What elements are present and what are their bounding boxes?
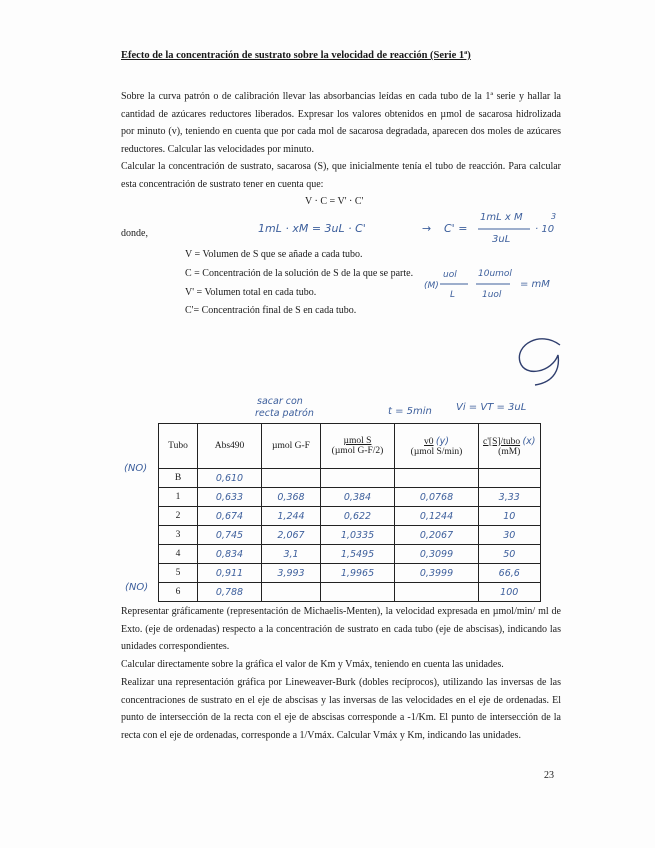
cell-tube: 4 <box>159 545 198 564</box>
cell-s: 10 <box>479 507 541 526</box>
definition-c: C = Concentración de la solución de S de la que se parte. <box>185 268 414 279</box>
hand-units-f2-den: 1uol <box>482 290 502 300</box>
cell-abs: 0,610 <box>198 469 262 488</box>
hand-units-f2-num: 10umol <box>478 269 512 279</box>
cell-abs: 0,633 <box>198 488 262 507</box>
header-gf: µmol G-F <box>262 424 321 469</box>
cell-s: 100 <box>479 583 541 602</box>
cell-gf <box>262 583 321 602</box>
header-v-bottom: (µmol S/min) <box>410 446 463 457</box>
results-table <box>158 423 541 602</box>
hand-mark-no-bottom: (NO) <box>125 582 149 593</box>
scribble-mark <box>519 339 560 385</box>
hand-units-f1-num: uol <box>443 270 457 280</box>
header-gf2 <box>321 424 395 469</box>
cell-v: 0,3099 <box>395 545 479 564</box>
table-row <box>159 507 541 526</box>
cell-s <box>479 469 541 488</box>
hand-formula-arrow: → <box>422 222 432 235</box>
paragraph-michaelis-menten: Representar gráficamente (representación de Michaelis-Menten), la velocidad expresada en µmol/min/ ml de Exto. (eje de ordenadas) respecto a la concentración de sustrato en cada tubo (eje de abscisas), indicando las unidades correspondientes. <box>121 606 561 652</box>
header-gf2-top: µmol S <box>343 436 372 446</box>
cell-tube: 1 <box>159 488 198 507</box>
cell-tube: 2 <box>159 507 198 526</box>
cell-s: 3,33 <box>479 488 541 507</box>
cell-gf2: 1,0335 <box>321 526 395 545</box>
hand-formula-c: C' = <box>444 222 468 235</box>
cell-gf <box>262 469 321 488</box>
hand-note-volume: Vi = VT = 3uL <box>456 402 527 413</box>
cell-v: 0,0768 <box>395 488 479 507</box>
hand-note-patron-1: sacar con <box>257 396 303 407</box>
cell-gf2 <box>321 583 395 602</box>
cell-v: 0,1244 <box>395 507 479 526</box>
header-v-top: v0 <box>424 436 434 447</box>
cell-tube: 5 <box>159 564 198 583</box>
table-row <box>159 488 541 507</box>
cell-gf2 <box>321 469 395 488</box>
formula: V · C = V' · C' <box>305 196 364 207</box>
cell-gf2: 1,9965 <box>321 564 395 583</box>
section-title: Efecto de la concentración de sustrato sobre la velocidad de reacción (Serie 1ª) <box>121 50 471 61</box>
hand-formula-left: 1mL · xM = 3uL · C' <box>258 222 366 235</box>
cell-abs: 0,788 <box>198 583 262 602</box>
paragraph-km-vmax: Calcular directamente sobre la gráfica el valor de Km y Vmáx, teniendo en cuenta las unidades. <box>121 659 504 670</box>
cell-v: 0,2067 <box>395 526 479 545</box>
table-row <box>159 526 541 545</box>
header-s <box>479 424 541 469</box>
hand-formula-numerator: 1mL x M <box>480 212 523 223</box>
hand-mark-y: (y) <box>435 435 449 447</box>
header-abs-label: Abs490 <box>214 441 245 451</box>
donde-label: donde, <box>121 228 148 239</box>
cell-v <box>395 469 479 488</box>
cell-s: 50 <box>479 545 541 564</box>
table-row <box>159 564 541 583</box>
cell-gf: 0,368 <box>262 488 321 507</box>
cell-gf2: 1,5495 <box>321 545 395 564</box>
header-tube: Tubo <box>159 424 198 469</box>
hand-note-patron-2: recta patrón <box>255 408 314 419</box>
cell-s: 66,6 <box>479 564 541 583</box>
paragraph-substrate: Calcular la concentración de sustrato, sacarosa (S), que inicialmente tenía el tubo de reacción. Para calcular esta concentración de sustrato tener en cuenta que: <box>121 161 561 190</box>
cell-gf: 3,1 <box>262 545 321 564</box>
definition-v-prime: V' = Volumen total en cada tubo. <box>185 287 317 298</box>
header-s-top-wrap <box>483 436 536 447</box>
cell-gf: 2,067 <box>262 526 321 545</box>
table-header-row <box>159 424 541 469</box>
cell-abs: 0,745 <box>198 526 262 545</box>
cell-abs: 0,911 <box>198 564 262 583</box>
cell-v: 0,3999 <box>395 564 479 583</box>
cell-v <box>395 583 479 602</box>
page-number: 23 <box>544 770 554 781</box>
definition-c-prime: C'= Concentración final de S en cada tubo. <box>185 305 357 316</box>
hand-units-prefix: (M) <box>424 281 439 291</box>
hand-mark-x: (x) <box>522 435 536 447</box>
header-s-bottom: (mM) <box>498 446 521 457</box>
hand-mark-no-top: (NO) <box>124 463 148 474</box>
cell-tube: B <box>159 469 198 488</box>
table-row <box>159 583 541 602</box>
hand-formula-denominator: 3uL <box>492 234 511 245</box>
header-gf2-bottom: (µmol G-F/2) <box>331 446 384 456</box>
hand-note-time: t = 5min <box>388 406 432 417</box>
header-abs <box>198 424 262 469</box>
hand-units-result: = mM <box>520 279 550 290</box>
cell-gf: 1,244 <box>262 507 321 526</box>
cell-abs: 0,674 <box>198 507 262 526</box>
header-v <box>395 424 479 469</box>
table-row <box>159 469 541 488</box>
cell-s: 30 <box>479 526 541 545</box>
definition-v: V = Volumen de S que se añade a cada tubo. <box>185 249 363 260</box>
table-row <box>159 545 541 564</box>
cell-tube: 3 <box>159 526 198 545</box>
paragraph-lineweaver-burk: Realizar una representación gráfica por Lineweaver-Burk (dobles recíprocos), utilizando las inversas de las concentraciones de sustrato en el eje de abscisas y las inversas de las velocidades en el eje de ordenadas. El punto de intersección de la recta con el eje de abscisas corresponde a -1/Km. El punto de intersección de la recta con el eje de ordenadas, corresponde a 1/Vmáx. Calcular Vmáx y Km, indicando las unidades. <box>121 677 561 741</box>
hand-formula-exponent: 3 <box>551 212 557 221</box>
cell-gf2: 0,384 <box>321 488 395 507</box>
cell-tube: 6 <box>159 583 198 602</box>
paragraph-calibration: Sobre la curva patrón o de calibración llevar las absorbancias leídas en cada tubo de la 1ª serie y hallar la cantidad de azúcares reductores liberados. Expresar los valores obtenidos en µmol de sacarosa hidrolizada por minuto (v), teniendo en cuenta que por cada mol de sacarosa degradada, aparecen dos moles de azúcares reductores. Calcular las velocidades por minuto. <box>121 91 561 155</box>
cell-gf2: 0,622 <box>321 507 395 526</box>
hand-units-f1-den: L <box>450 290 456 300</box>
header-v-top-wrap <box>399 436 474 447</box>
hand-formula-factor: · 10 <box>535 224 555 235</box>
cell-abs: 0,834 <box>198 545 262 564</box>
cell-gf: 3,993 <box>262 564 321 583</box>
header-s-top: c'[S]/tubo <box>483 436 521 447</box>
